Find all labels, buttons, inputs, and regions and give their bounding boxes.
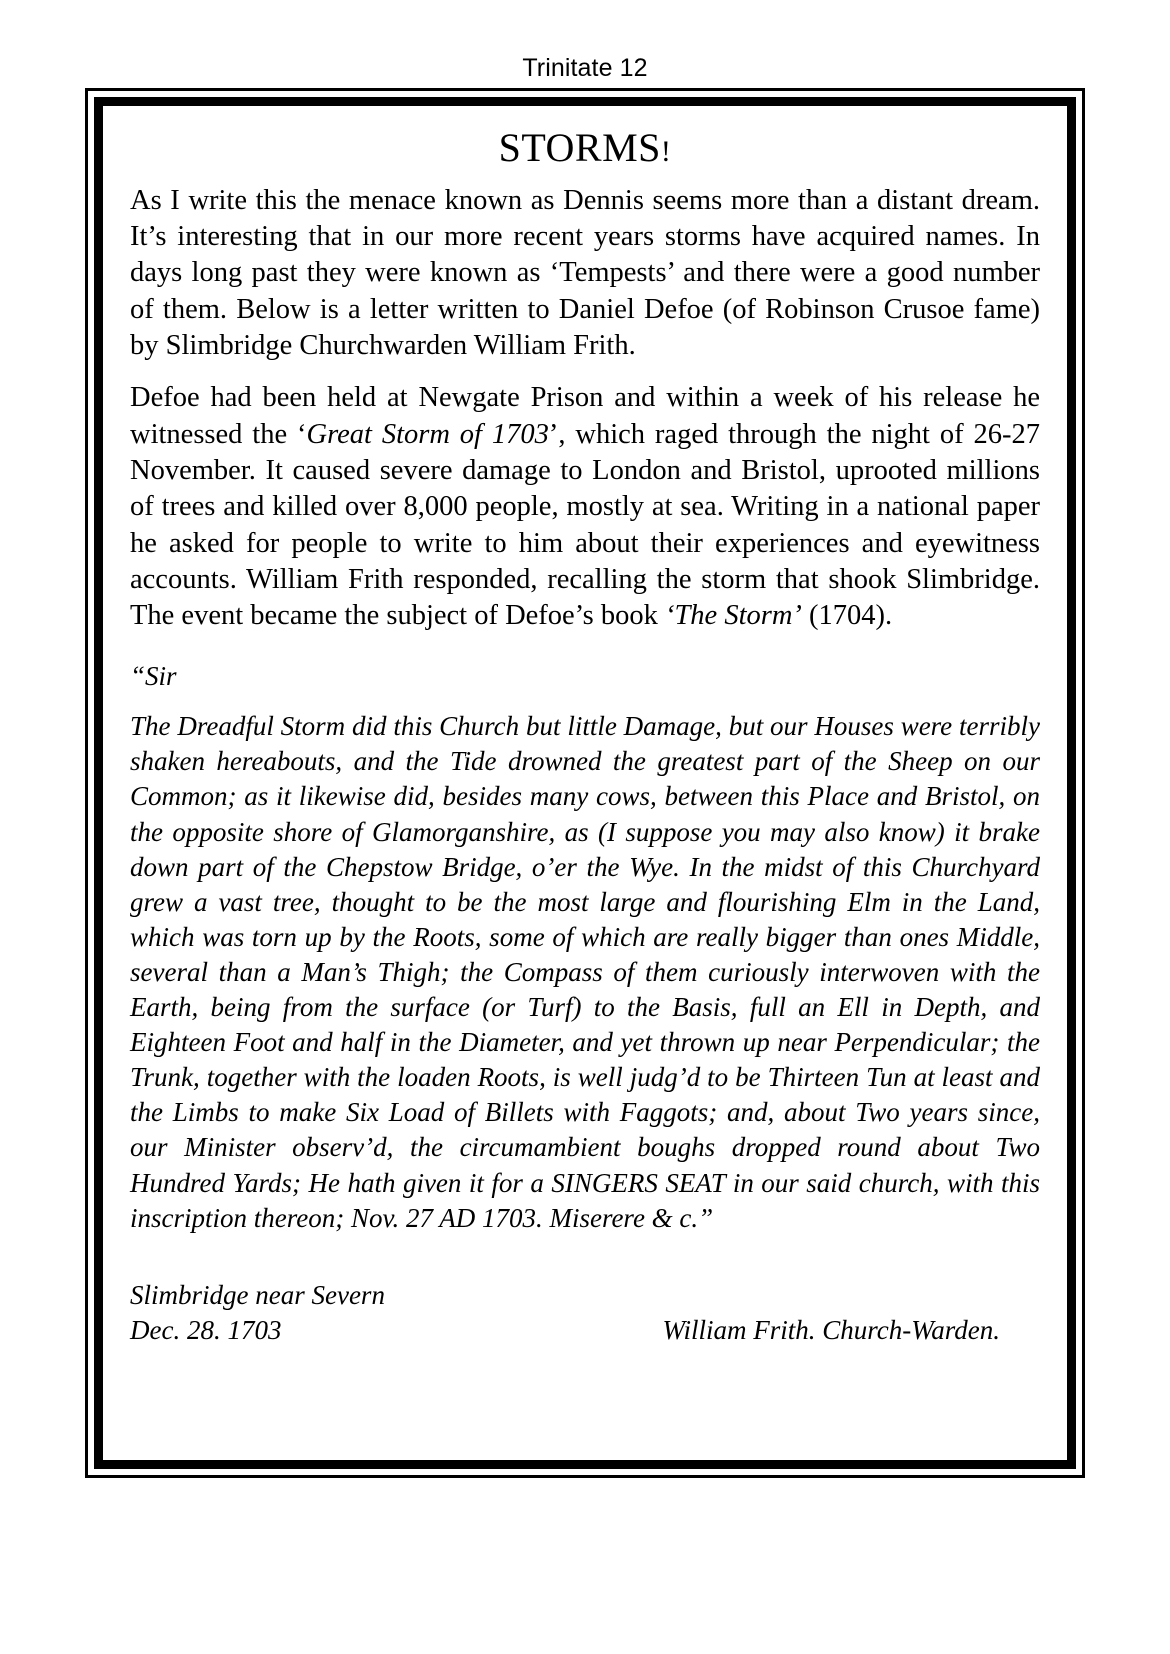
- letter-signature-block: [130, 1278, 1040, 1348]
- intro-paragraph-text: As I write this the menace known as Dennis seems more than a distant dream. It’s interesting that in our more recent years storms have acquired names. In days long past they were known as ‘Tempests’ and there were a good number of them. Below is a letter written to Daniel Defoe (of Robinson Crusoe fame) by Slimbridge Churchwarden William Frith.: [130, 184, 1040, 362]
- defoe-paragraph-part1: Defoe had been held at Newgate Prison and within a week of his release he witnessed the ‘: [130, 382, 1040, 450]
- letter-date: Dec. 28. 1703: [130, 1314, 282, 1345]
- the-storm-book-title: ‘The Storm’: [664, 600, 802, 632]
- great-storm-title: Great Storm of 1703: [306, 418, 549, 450]
- letter-salutation: “Sir: [130, 660, 177, 691]
- running-header: Trinitate 12: [522, 54, 648, 82]
- defoe-paragraph-part2: ’, which raged through the night of 26-27 November. It caused severe damage to London and Bristol, uprooted millions of trees and killed over 8,000 people, mostly at sea. Writing in a national paper he asked for people to write to him about their experiences and eyewitness accounts. William Frith responded, recalling the storm that shook Slimbridge. The event became the subject of Defoe’s book: [130, 418, 1040, 632]
- article-frame-outer: [85, 88, 1085, 1478]
- letter-body: The Dreadful Storm did this Church but little Damage, but our Houses were terribly shaken hereabouts, and the Tide drowned the greatest part of the Sheep on our Common; as it likewise did, besides many cows, between this Place and Bristol, on the opposite shore of Glamorganshire, as (I suppose you may also know) it brake down part of the Chepstow Bridge, o’er the Wye. In the midst of this Churchyard grew a vast tree, thought to be the most large and flourishing Elm in the Land, which was torn up by the Roots, some of which are really bigger than ones Middle, several than a Man’s Thigh; the Compass of them curiously interwoven with the Earth, being from the surface (or Turf) to the Basis, full an Ell in Depth, and Eighteen Foot and half in the Diameter, and yet thrown up near Perpendicular; the Trunk, together with the loaden Roots, is well judg’d to be Thirteen Tun at least and the Limbs to make Six Load of Billets with Faggots; and, about Two years since, our Minister observ’d, the circumambient boughs dropped round about Two Hundred Yards; He hath given it for a SINGERS SEAT in our said church, with this inscription thereon; Nov. 27 AD 1703. Miserere & c.”: [130, 711, 1040, 1233]
- article-content: [103, 106, 1067, 1460]
- letter-place: Slimbridge near Severn: [130, 1279, 385, 1310]
- article-frame-inner: [94, 97, 1076, 1469]
- article-title-text: STORMS: [498, 125, 661, 170]
- intro-paragraph: [130, 183, 1040, 365]
- letter-date-signature-row: [130, 1313, 1040, 1348]
- letter-signature: William Frith. Church-Warden.: [662, 1314, 1000, 1345]
- defoe-paragraph-part3: (1704).: [801, 600, 893, 632]
- article-title-exclamation: !: [660, 135, 672, 168]
- article-title: [130, 126, 1040, 171]
- defoe-paragraph: [130, 380, 1040, 634]
